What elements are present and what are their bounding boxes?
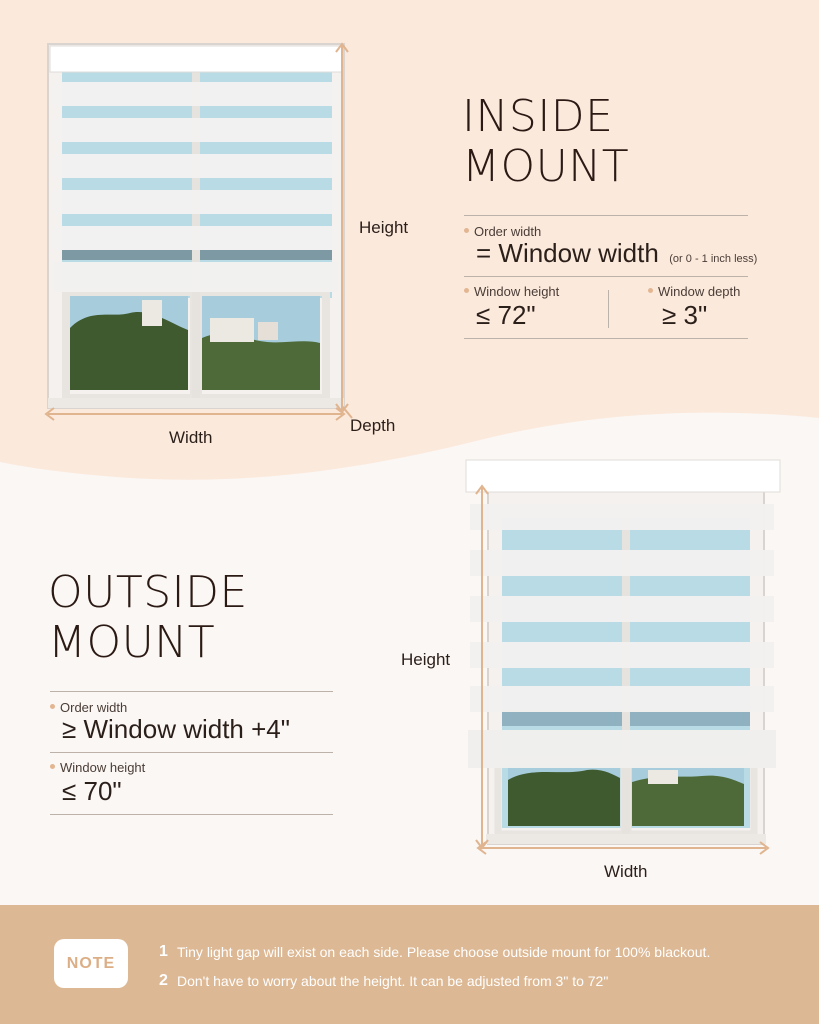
- divider: [464, 338, 748, 339]
- inside-mount-illustration: [40, 38, 360, 423]
- outside-mount-illustration: [462, 458, 784, 860]
- inside-order-width-note: (or 0 - 1 inch less): [669, 253, 758, 265]
- note-item-text: Don't have to worry about the height. It can be adjusted from 3" to 72": [177, 973, 609, 989]
- divider: [464, 276, 748, 277]
- divider: [464, 215, 748, 216]
- inside-order-width-label: Order width: [464, 224, 541, 239]
- inside-mount-title-line1: INSIDE: [462, 91, 614, 142]
- bullet-dot-icon: [464, 288, 469, 293]
- bullet-dot-icon: [50, 704, 55, 709]
- outside-window-height-label: Window height: [50, 760, 145, 775]
- outside-height-label: Height: [401, 650, 451, 669]
- inside-window-height-value: ≤ 72": [476, 300, 536, 330]
- note-badge: NOTE: [54, 939, 128, 988]
- vertical-divider: [608, 290, 609, 328]
- outside-order-width-value: ≥ Window width +4": [62, 714, 290, 744]
- bullet-dot-icon: [464, 228, 469, 233]
- divider: [50, 752, 333, 753]
- outside-order-width-label: Order width: [50, 700, 127, 715]
- note-item-number: 1: [159, 943, 168, 960]
- inside-window-height-label: Window height: [464, 284, 559, 299]
- note-item-number: 2: [159, 972, 168, 989]
- outside-mount-title-line1: OUTSIDE: [48, 567, 248, 618]
- inside-window-depth-label: Window depth: [648, 284, 740, 299]
- outside-mount-title-line2: MOUNT: [48, 617, 216, 668]
- divider: [50, 814, 333, 815]
- divider: [50, 691, 333, 692]
- inside-height-label: Height: [359, 218, 409, 237]
- inside-mount-title-line2: MOUNT: [462, 141, 630, 192]
- outside-width-label: Width: [604, 862, 648, 881]
- inside-window-depth-value: ≥ 3": [662, 300, 708, 330]
- inside-order-width-value: = Window width: [476, 238, 659, 268]
- outside-window-height-value: ≤ 70": [62, 776, 122, 806]
- note-item-text: Tiny light gap will exist on each side. Please choose outside mount for 100% blackout.: [177, 944, 711, 960]
- bullet-dot-icon: [648, 288, 653, 293]
- inside-depth-label: Depth: [350, 416, 396, 435]
- inside-order-width-value-row: [476, 238, 757, 269]
- inside-width-label: Width: [169, 428, 213, 447]
- bullet-dot-icon: [50, 764, 55, 769]
